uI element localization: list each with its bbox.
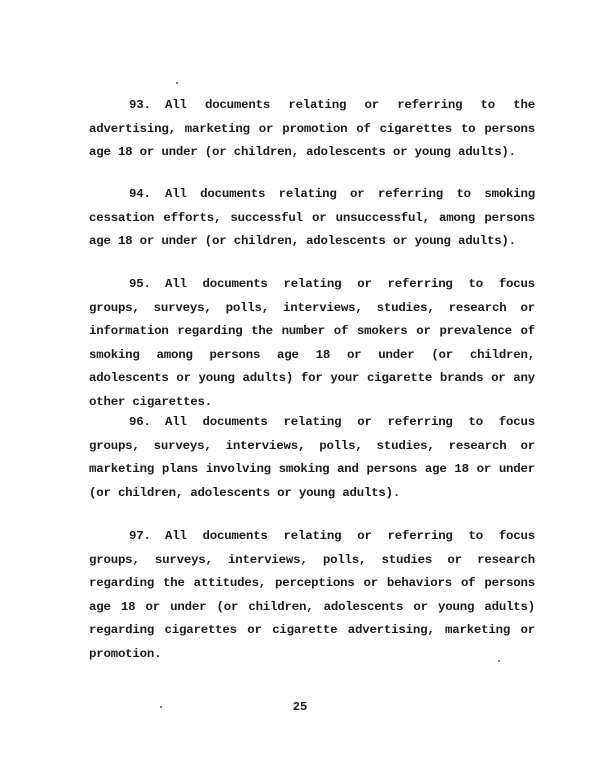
- paragraph-93: [89, 94, 535, 165]
- paragraph-text: All documents relating or referring to focus groups, surveys, interviews, polls, studies or research regarding the attitudes, perceptions or behaviors of persons age 18 or under (or children, adolescents or young adults) regarding cigarettes or cigarette advertising, marketing or promotion.: [89, 529, 535, 661]
- paragraph-text: All documents relating or referring to smoking cessation efforts, successful or unsuccessful, among persons age 18 or under (or children, adolescents or young adults).: [89, 187, 535, 248]
- page-number: 25: [292, 700, 308, 714]
- scan-speck: [176, 82, 178, 84]
- paragraph-text: All documents relating or referring to the advertising, marketing or promotion of cigarettes to persons age 18 or under (or children, adolescents or young adults).: [89, 98, 535, 159]
- paragraph-95: [89, 273, 535, 414]
- paragraph-number: 93.: [129, 98, 151, 112]
- paragraph-94: [89, 183, 535, 254]
- paragraph-number: 95.: [129, 277, 151, 291]
- paragraph-97: [89, 525, 535, 666]
- paragraph-number: 97.: [129, 529, 151, 543]
- paragraph-number: 96.: [129, 415, 151, 429]
- paragraph-text: All documents relating or referring to focus groups, surveys, interviews, polls, studies, research or marketing plans involving smoking and persons age 18 or under (or children, adolescents or young adults).: [89, 415, 535, 500]
- paragraph-number: 94.: [129, 187, 151, 201]
- paragraph-text: All documents relating or referring to focus groups, surveys, polls, interviews, studies, research or information regarding the number of smokers or prevalence of smoking among persons age 18 or under (or children, adolescents or young adults) for your cigarette brands or any other cigarettes.: [89, 277, 535, 409]
- paragraph-96: [89, 411, 535, 505]
